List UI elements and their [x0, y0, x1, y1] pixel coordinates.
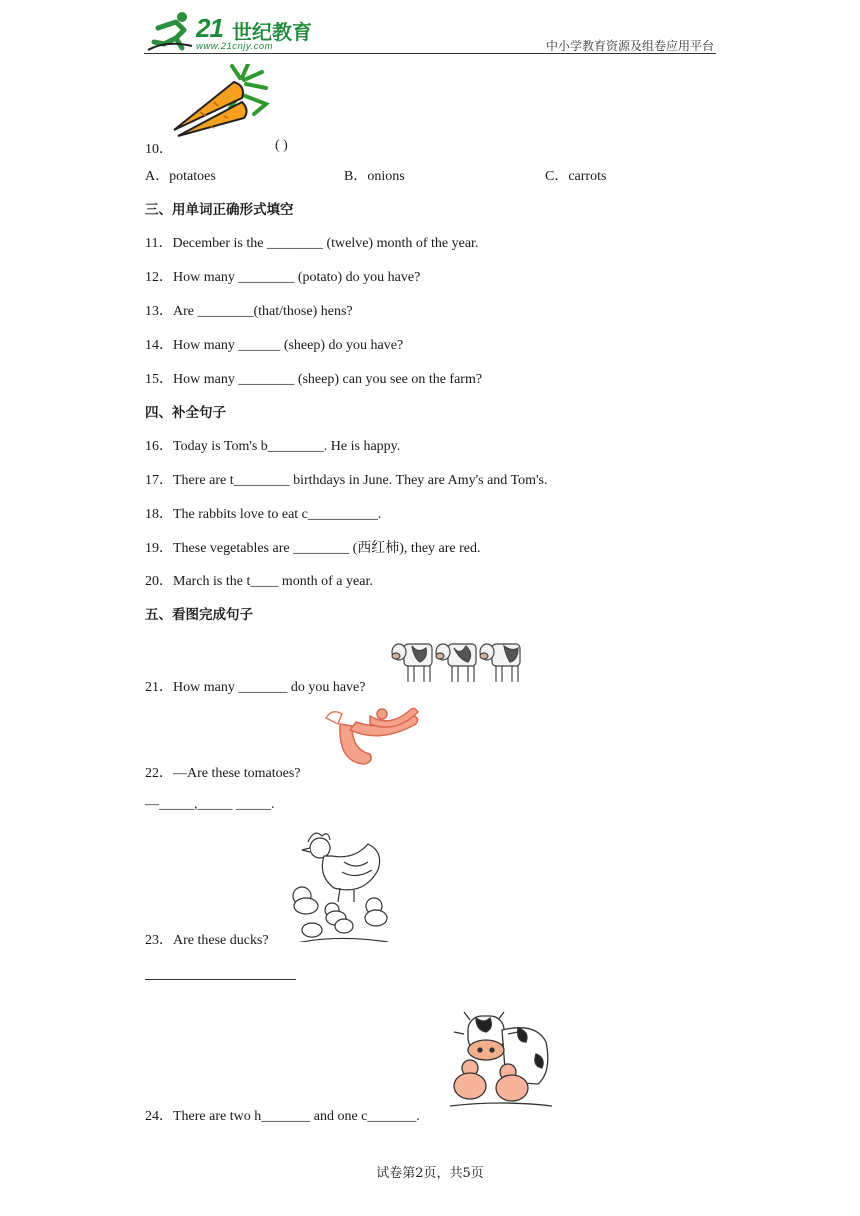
question-15: 15．How many ________ (sheep) can you see on the farm?: [145, 372, 483, 387]
question-19: 19．These vegetables are ________ (西红柿), they are red.: [145, 541, 481, 556]
section-5-heading: 五、看图完成句子: [145, 607, 253, 623]
runner-logo-icon: [146, 10, 196, 52]
q10-option-b: B．onions: [344, 169, 405, 184]
logo-text: 世纪教育: [232, 20, 312, 44]
three-cows-image: [390, 638, 530, 690]
sausages-image: [320, 704, 424, 772]
section-3-heading: 三、用单词正确形式填空: [145, 202, 294, 218]
question-22: 22．—Are these tomatoes?: [145, 766, 301, 781]
cows-icon: [390, 638, 530, 690]
sausages-icon: [320, 704, 424, 772]
question-11: 11．December is the ________ (twelve) month of the year.: [145, 236, 479, 251]
platform-label: 中小学教育资源及组卷应用平台: [545, 39, 714, 53]
cow-hens-image: [446, 1002, 556, 1110]
question-12: 12．How many ________ (potato) do you have?: [145, 270, 421, 285]
hen-chicks-image: [284, 826, 394, 942]
question-14: 14．How many ______ (sheep) do you have?: [145, 338, 404, 353]
question-17: 17．There are t________ birthdays in June. They are Amy's and Tom's.: [145, 473, 548, 488]
carrot-image: [170, 64, 270, 140]
logo-number: 21: [196, 13, 223, 43]
carrot-icon: [170, 64, 270, 140]
section-4-heading: 四、补全句子: [145, 405, 226, 421]
question-21: 21．How many _______ do you have?: [145, 680, 366, 695]
logo-url: www.21cnjy.com: [196, 41, 274, 52]
q10-option-a: A．potatoes: [145, 169, 216, 184]
page-footer: 试卷第2页，共5页: [376, 1166, 484, 1181]
q10-number: 10．: [145, 142, 173, 157]
question-24: 24．There are two h_______ and one c_______.: [145, 1109, 420, 1124]
question-23: 23．Are these ducks?: [145, 933, 269, 948]
question-16: 16．Today is Tom's b________. He is happy.: [145, 439, 401, 454]
cow-hens-icon: [446, 1002, 556, 1110]
q10-answer-paren: ( ): [275, 138, 288, 153]
q10-option-c: C．carrots: [545, 169, 607, 184]
header-divider: [144, 53, 716, 54]
question-20: 20．March is the t____ month of a year.: [145, 574, 373, 589]
question-13: 13．Are ________(that/those) hens?: [145, 304, 353, 319]
q23-answer-line: [145, 979, 296, 980]
hen-icon: [284, 826, 394, 942]
question-18: 18．The rabbits love to eat c__________.: [145, 507, 382, 522]
question-22-answer: —_____,_____ _____.: [145, 797, 275, 812]
